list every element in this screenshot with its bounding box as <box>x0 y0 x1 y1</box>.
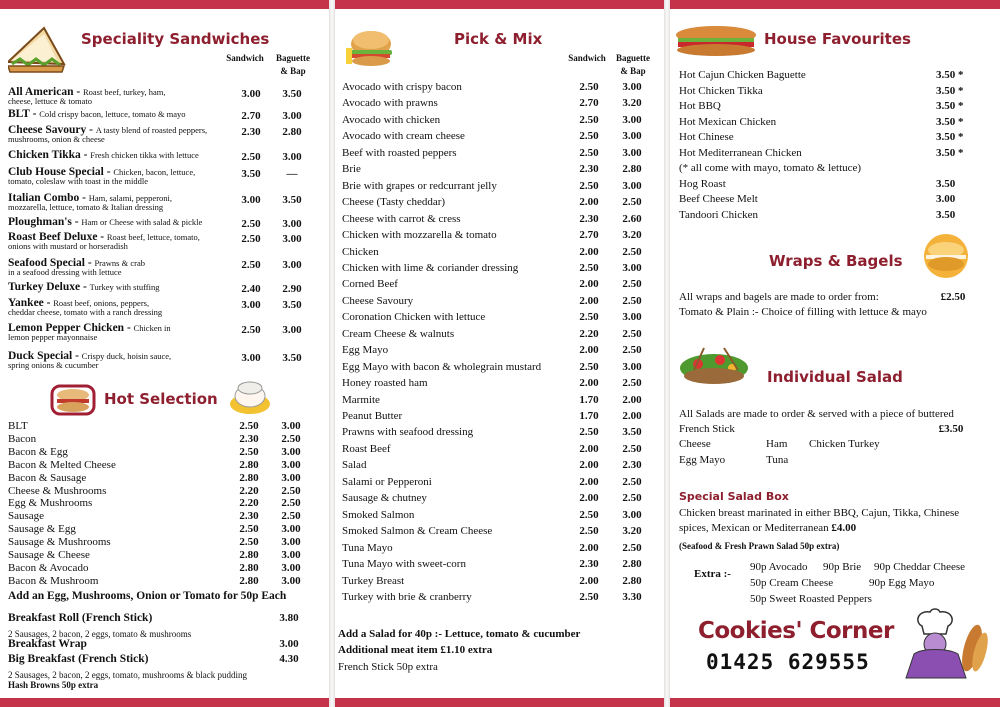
pick-item-name: Roast Beef <box>342 442 391 455</box>
pick-item-baguette-price: 3.00 <box>622 508 642 521</box>
speciality-item-name: Duck Special - <box>8 350 79 362</box>
hot-item-name: Sausage & Egg <box>8 523 76 536</box>
speciality-item-label <box>8 299 162 316</box>
pick-item-sandwich-price: 2.50 <box>579 146 599 159</box>
pick-item-name: Chicken <box>342 245 379 258</box>
pick-item-sandwich-price: 2.00 <box>579 459 599 472</box>
pick-item-sandwich-price: 2.00 <box>579 278 599 291</box>
hot-item-baguette-price: 3.00 <box>281 536 301 549</box>
speciality-item-baguette-price: 3.50 <box>282 194 302 206</box>
pick-item-baguette-price: 2.80 <box>622 574 642 587</box>
speciality-item-label <box>8 283 159 292</box>
pick-item-baguette-price: 2.00 <box>622 393 642 406</box>
hot-item-name: Bacon & Egg <box>8 445 68 458</box>
speciality-item-sandwich-price: 2.70 <box>241 110 261 122</box>
speciality-col-bap-label: & Bap <box>280 66 306 76</box>
pick-item-baguette-price: 2.00 <box>622 410 642 422</box>
pick-item-sandwich-price: 2.50 <box>579 81 599 93</box>
hot-item-baguette-price: 2.50 <box>281 484 301 497</box>
speciality-item-desc: Crispy duck, hoisin sauce, <box>81 351 172 361</box>
pick-item-sandwich-price: 1.70 <box>579 393 599 406</box>
pick-item-baguette-price: 2.50 <box>622 196 642 209</box>
speciality-item-baguette-price: 3.00 <box>282 218 302 230</box>
speciality-item-baguette-price: 3.00 <box>282 110 302 122</box>
pick-item-baguette-price: 3.30 <box>622 590 642 603</box>
pick-item-baguette-price: 2.80 <box>622 558 642 571</box>
pick-item-name: Chicken with lime & coriander dressing <box>342 261 519 274</box>
big-breakfast-price: 4.30 <box>279 653 299 665</box>
pick-item-sandwich-price: 2.30 <box>579 163 599 176</box>
pick-col-bap-label: & Bap <box>620 66 646 76</box>
speciality-item-desc: Ham or Cheese with salad & pickle <box>81 217 203 227</box>
speciality-item-baguette-price: 3.00 <box>282 151 302 163</box>
pick-item-baguette-price: 3.00 <box>622 146 642 159</box>
brand-name: Cookies' Corner <box>698 618 894 644</box>
speciality-item-sandwich-price: 3.00 <box>241 88 261 100</box>
hot-item-name: BLT <box>8 420 28 432</box>
pick-item-name: Sausage & chutney <box>342 492 427 505</box>
speciality-item-desc: Turkey with stuffing <box>89 282 160 292</box>
hot-item-sandwich-price: 2.80 <box>239 561 259 574</box>
pick-item-name: Brie <box>342 163 361 176</box>
house-item-price: 3.50 <box>936 208 956 221</box>
hot-item-baguette-price: 2.50 <box>281 510 301 523</box>
column-right <box>674 10 994 697</box>
pick-item-name: Chicken with mozzarella & tomato <box>342 229 497 242</box>
brand-phone: 01425 629555 <box>706 650 870 674</box>
wraps-title: Wraps & Bagels <box>769 252 903 270</box>
pick-item-name: Smoked Salmon & Cream Cheese <box>342 525 493 538</box>
pick-item-name: Tuna Mayo <box>342 541 393 554</box>
hot-item-name: Bacon & Sausage <box>8 471 87 484</box>
pick-item-sandwich-price: 2.20 <box>579 327 599 340</box>
speciality-item-baguette-price: 3.50 <box>282 352 302 364</box>
hot-title: Hot Selection <box>104 390 218 408</box>
pick-french-note: French Stick 50p extra <box>338 661 438 673</box>
speciality-item-desc: Roast beef, turkey, ham, <box>82 87 166 97</box>
wraps-price: £2.50 <box>940 291 966 303</box>
house-item-price: 3.50 * <box>936 100 964 112</box>
speciality-item-label <box>8 110 186 119</box>
speciality-item-baguette-price: 3.50 <box>282 299 302 311</box>
speciality-item-desc: Prawns & crab <box>94 258 145 268</box>
speciality-item-name: Chicken Tikka - <box>8 149 88 161</box>
hot-item-baguette-price: 3.00 <box>281 523 301 536</box>
pick-item-name: Egg Mayo with bacon & wholegrain mustard <box>342 360 542 373</box>
hot-item-name: Bacon & Avocado <box>8 561 89 574</box>
big-breakfast-desc: 2 Sausages, 2 bacon, 2 eggs, tomato, mushrooms & black pudding <box>8 670 247 680</box>
pick-item-name: Brie with grapes or redcurrant jelly <box>342 179 497 192</box>
speciality-item-name: Club House Special - <box>8 166 111 178</box>
hot-item-sandwich-price: 2.30 <box>239 510 259 523</box>
hot-item-sandwich-price: 2.80 <box>239 574 259 587</box>
speciality-item-name: Roast Beef Deluxe - <box>8 231 105 243</box>
speciality-item-sandwich-price: 2.30 <box>241 126 261 138</box>
pick-item-name: Egg Mayo <box>342 344 389 357</box>
hot-item-name: Cheese & Mushrooms <box>8 484 107 497</box>
speciality-item-sandwich-price: 3.00 <box>241 194 261 206</box>
baguette-icon <box>674 24 758 58</box>
extra-label: Extra :- <box>694 568 731 580</box>
pick-item-name: Cheese Savoury <box>342 294 414 307</box>
pick-item-name: Corned Beef <box>342 278 398 291</box>
pick-item-sandwich-price: 2.00 <box>579 574 599 587</box>
speciality-title: Speciality Sandwiches <box>81 30 270 48</box>
pick-item-baguette-price: 3.00 <box>622 113 642 126</box>
burger-icon <box>344 26 394 70</box>
speciality-item-desc2: in a seafood dressing with lettuce <box>8 267 122 277</box>
pick-item-baguette-price: 2.50 <box>622 442 642 455</box>
pick-item-sandwich-price: 2.00 <box>579 377 599 390</box>
pick-item-sandwich-price: 2.30 <box>579 212 599 225</box>
pick-col-baguette-label: Baguette <box>616 53 650 63</box>
pick-item-name: Coronation Chicken with lettuce <box>342 311 486 324</box>
fold-line-left <box>329 0 335 707</box>
hot-item-baguette-price: 3.00 <box>281 549 301 561</box>
speciality-item-desc: A tasty blend of roasted peppers, <box>95 125 208 135</box>
house-title: House Favourites <box>764 30 911 48</box>
pick-item-sandwich-price: 2.00 <box>579 492 599 505</box>
speciality-item-baguette-price: 3.00 <box>282 324 302 336</box>
pick-item-sandwich-price: 2.50 <box>579 130 599 143</box>
salad-filling-chicken-turkey: Chicken Turkey <box>809 438 880 450</box>
speciality-item-baguette-price: 3.50 <box>282 88 302 100</box>
breakfast-wrap-name: Breakfast Wrap <box>8 638 87 650</box>
pick-item-sandwich-price: 2.70 <box>579 229 599 242</box>
pick-item-name: Avocado with prawns <box>342 97 438 110</box>
salad-box-note: (Seafood & Fresh Prawn Salad 50p extra) <box>679 541 840 551</box>
pick-item-name: Turkey Breast <box>342 574 405 587</box>
speciality-item-baguette-price: — <box>286 168 298 180</box>
hot-item-name: Bacon & Melted Cheese <box>8 458 116 471</box>
speciality-col-baguette-label: Baguette <box>276 53 310 63</box>
speciality-item-label <box>8 126 207 143</box>
pick-item-baguette-price: 2.50 <box>622 377 642 390</box>
house-item-name: Hog Roast <box>679 177 726 190</box>
hot-item-name: Bacon & Mushroom <box>8 574 99 587</box>
pick-item-baguette-price: 2.50 <box>622 541 642 554</box>
pick-item-sandwich-price: 2.50 <box>579 590 599 603</box>
salad-box-line2: spices, Mexican or Mediterranean <box>679 522 829 534</box>
speciality-item-baguette-price: 3.00 <box>282 259 302 271</box>
speciality-item-sandwich-price: 2.50 <box>241 324 261 336</box>
hot-item-name: Sausage & Cheese <box>8 549 90 561</box>
speciality-item-desc2: spring onions & cucumber <box>8 360 99 370</box>
speciality-item-label <box>8 324 171 341</box>
hot-dish-icon <box>228 374 272 416</box>
speciality-item-label <box>8 151 199 160</box>
hot-item-name: Sausage & Mushrooms <box>8 536 111 549</box>
speciality-item-sandwich-price: 2.50 <box>241 259 261 271</box>
house-item-name: Hot BBQ <box>679 100 721 112</box>
pick-item-sandwich-price: 2.00 <box>579 541 599 554</box>
salad-box-line1: Chicken breast marinated in either BBQ, Cajun, Tikka, Chinese <box>679 507 960 519</box>
pick-salad-note: Add a Salad for 40p :- Lettuce, tomato & cucumber <box>338 628 581 640</box>
speciality-item-baguette-price: 2.90 <box>282 283 302 295</box>
speciality-item-desc2: mushrooms, onion & cheese <box>8 134 105 144</box>
speciality-item-name: Yankee - <box>8 297 51 309</box>
pick-item-sandwich-price: 2.30 <box>579 558 599 571</box>
extra-brie: 90p Brie <box>823 561 862 573</box>
pick-item-name: Prawns with seafood dressing <box>342 426 474 439</box>
hot-item-name: Bacon <box>8 432 37 445</box>
hot-item-baguette-price: 3.00 <box>281 561 301 574</box>
pick-item-baguette-price: 2.50 <box>622 344 642 357</box>
hot-add-note-text: Add an Egg, Mushrooms, Onion or Tomato for 50p Each <box>8 590 287 602</box>
breakfast-wrap-price: 3.00 <box>279 638 299 650</box>
breakfast-roll-desc: 2 Sausages, 2 bacon, 2 eggs, tomato & mushrooms <box>8 629 192 639</box>
speciality-item-sandwich-price: 2.50 <box>241 233 261 245</box>
salad-bowl-icon <box>676 346 752 388</box>
pick-item-name: Smoked Salmon <box>342 508 415 521</box>
salad-filling-ham: Ham <box>766 438 788 450</box>
speciality-item-label <box>8 218 202 227</box>
pick-item-baguette-price: 3.00 <box>622 261 642 274</box>
house-item-name: Beef Cheese Melt <box>679 193 758 205</box>
salad-line2: French Stick <box>679 423 735 435</box>
house-item-name: Hot Mexican Chicken <box>679 115 777 128</box>
pick-item-baguette-price: 3.00 <box>622 360 642 373</box>
pick-item-baguette-price: 2.80 <box>622 163 642 176</box>
fold-line-right <box>664 0 670 707</box>
pick-item-name: Avocado with crispy bacon <box>342 81 462 93</box>
speciality-item-label <box>8 194 172 211</box>
speciality-item-label <box>8 168 195 185</box>
salad-filling-egg-mayo: Egg Mayo <box>679 454 726 466</box>
extra-cream-cheese: 50p Cream Cheese <box>750 577 834 589</box>
pick-item-sandwich-price: 2.50 <box>579 360 599 373</box>
pick-item-name: Peanut Butter <box>342 410 403 422</box>
pick-item-sandwich-price: 2.00 <box>579 294 599 307</box>
pick-item-sandwich-price: 2.00 <box>579 475 599 488</box>
pick-item-name: Beef with roasted peppers <box>342 146 457 159</box>
salad-line1: All Salads are made to order & served with a piece of buttered <box>679 408 954 420</box>
pick-item-baguette-price: 3.00 <box>622 81 642 93</box>
bagel-icon <box>922 232 970 280</box>
pick-title: Pick & Mix <box>454 30 543 48</box>
speciality-item-sandwich-price: 3.50 <box>241 168 261 180</box>
speciality-item-desc2: onions with mustard or horseradish <box>8 241 128 251</box>
pick-item-sandwich-price: 2.50 <box>579 113 599 126</box>
pick-item-baguette-price: 3.20 <box>622 525 642 538</box>
pick-item-name: Avocado with chicken <box>342 113 441 126</box>
hot-item-sandwich-price: 2.30 <box>239 432 259 445</box>
speciality-item-desc: Roast beef, onions, peppers, <box>53 298 150 308</box>
speciality-item-sandwich-price: 3.00 <box>241 299 261 311</box>
pick-item-sandwich-price: 2.50 <box>579 261 599 274</box>
house-item-name: Tandoori Chicken <box>679 208 758 221</box>
column-middle <box>338 10 658 697</box>
pick-item-baguette-price: 2.50 <box>622 278 642 291</box>
extra-egg-mayo: 90p Egg Mayo <box>869 577 935 589</box>
speciality-item-sandwich-price: 2.50 <box>241 218 261 230</box>
speciality-item-name: Lemon Pepper Chicken - <box>8 322 131 334</box>
speciality-item-name: Ploughman's - <box>8 216 79 228</box>
pick-item-name: Avocado with cream cheese <box>342 130 465 143</box>
speciality-col-baguette <box>270 52 316 78</box>
extra-avocado: 90p Avocado <box>750 561 808 573</box>
pick-item-baguette-price: 3.50 <box>622 426 642 439</box>
pick-item-baguette-price: 2.50 <box>622 294 642 307</box>
hot-item-sandwich-price: 2.80 <box>239 458 259 471</box>
pick-item-name: Cream Cheese & walnuts <box>342 327 455 340</box>
hot-sandwich-icon <box>50 382 96 418</box>
speciality-item-desc: Ham, salami, pepperoni, <box>88 193 173 203</box>
house-item-name: Hot Mediterranean Chicken <box>679 146 802 159</box>
pick-item-sandwich-price: 2.70 <box>579 97 599 110</box>
wraps-line1: All wraps and bagels are made to order from: <box>679 291 879 303</box>
hot-item-sandwich-price: 2.20 <box>239 484 259 497</box>
column-left <box>8 10 326 697</box>
pick-item-baguette-price: 2.60 <box>622 212 642 225</box>
speciality-item-name: Cheese Savoury - <box>8 124 93 136</box>
hash-browns-text: Hash Browns 50p extra <box>8 680 99 690</box>
hot-item-baguette-price: 2.50 <box>281 432 301 445</box>
breakfast-roll-price: 3.80 <box>279 612 299 624</box>
speciality-item-desc2: cheddar cheese, tomato with a ranch dressing <box>8 307 163 317</box>
pick-item-baguette-price: 3.00 <box>622 179 642 192</box>
hot-item-baguette-price: 2.50 <box>281 497 301 510</box>
speciality-item-label <box>8 352 171 369</box>
pick-item-name: Tuna Mayo with sweet-corn <box>342 558 466 571</box>
speciality-item-sandwich-price: 3.00 <box>241 352 261 364</box>
house-item-price: 3.50 * <box>936 84 964 97</box>
pick-meat-note: Additional meat item £1.10 extra <box>338 644 493 656</box>
pick-item-sandwich-price: 2.50 <box>579 525 599 538</box>
salad-filling-tuna: Tuna <box>766 454 789 466</box>
speciality-item-name: Italian Combo - <box>8 192 86 204</box>
speciality-item-name: BLT - <box>8 108 37 120</box>
house-item-price: 3.50 * <box>936 146 964 159</box>
house-item-price: 3.50 * <box>936 69 964 81</box>
pick-item-sandwich-price: 2.50 <box>579 508 599 521</box>
pick-item-sandwich-price: 2.50 <box>579 179 599 192</box>
chef-logo-icon <box>900 608 988 680</box>
hot-item-sandwich-price: 2.80 <box>239 471 259 484</box>
pick-col-baguette <box>610 52 656 78</box>
speciality-item-desc: Chicken, bacon, lettuce, <box>113 167 196 177</box>
salad-box-price: £4.00 <box>831 522 857 534</box>
house-item-price: 3.50 * <box>936 115 964 128</box>
pick-item-baguette-price: 2.50 <box>622 475 642 488</box>
sandwich-icon <box>8 24 68 74</box>
house-item-price: 3.50 <box>936 177 956 190</box>
hot-item-baguette-price: 3.00 <box>281 445 301 458</box>
speciality-item-desc: Fresh chicken tikka with lettuce <box>90 150 199 160</box>
speciality-item-baguette-price: 3.00 <box>282 233 302 245</box>
speciality-item-desc2: mozzarella, lettuce, tomato & Italian dressing <box>8 202 164 212</box>
pick-item-name: Honey roasted ham <box>342 377 428 390</box>
speciality-item-desc: Chicken in <box>133 323 171 333</box>
salad-price: £3.50 <box>938 423 964 435</box>
speciality-col-sandwich: Sandwich <box>226 53 264 63</box>
pick-item-baguette-price: 3.00 <box>622 130 642 143</box>
house-item-price: 3.00 <box>936 193 956 205</box>
speciality-item-name: Seafood Special - <box>8 257 92 269</box>
pick-item-name: Marmite <box>342 393 380 406</box>
speciality-item-label <box>8 233 200 250</box>
pick-item-name: Salad <box>342 459 367 472</box>
pick-item-baguette-price: 3.20 <box>622 229 642 242</box>
speciality-item-label <box>8 259 145 276</box>
hot-item-sandwich-price: 2.80 <box>239 549 259 561</box>
speciality-item-desc2: cheese, lettuce & tomato <box>8 96 93 106</box>
hot-item-baguette-price: 3.00 <box>281 471 301 484</box>
top-band <box>0 0 1000 9</box>
big-breakfast-name: Big Breakfast (French Stick) <box>8 653 149 665</box>
speciality-item-sandwich-price: 2.40 <box>241 283 261 295</box>
salad-filling-cheese: Cheese <box>679 438 711 450</box>
speciality-item-sandwich-price: 2.50 <box>241 151 261 163</box>
breakfast-roll-name: Breakfast Roll (French Stick) <box>8 612 153 624</box>
bottom-band <box>0 698 1000 707</box>
hot-item-sandwich-price: 2.50 <box>239 536 259 549</box>
pick-item-sandwich-price: 2.00 <box>579 196 599 209</box>
pick-item-sandwich-price: 2.00 <box>579 344 599 357</box>
hot-item-sandwich-price: 2.50 <box>239 420 259 432</box>
salad-box-title: Special Salad Box <box>679 490 789 503</box>
hot-item-name: Egg & Mushrooms <box>8 497 93 510</box>
pick-item-baguette-price: 2.50 <box>622 327 642 340</box>
hot-item-sandwich-price: 2.50 <box>239 523 259 536</box>
hot-item-sandwich-price: 2.20 <box>239 497 259 510</box>
speciality-item-label <box>8 88 165 105</box>
hot-item-sandwich-price: 2.50 <box>239 445 259 458</box>
house-item-name: Hot Cajun Chicken Baguette <box>679 69 806 81</box>
wraps-line2: Tomato & Plain :- Choice of filling with lettuce & mayo <box>679 306 927 318</box>
speciality-item-desc2: lemon pepper mayonnaise <box>8 332 98 342</box>
pick-item-sandwich-price: 2.00 <box>579 245 599 258</box>
pick-item-sandwich-price: 2.50 <box>579 426 599 439</box>
speciality-item-name: Turkey Deluxe - <box>8 281 87 293</box>
pick-item-name: Salami or Pepperoni <box>342 475 432 488</box>
pick-item-name: Turkey with brie & cranberry <box>342 590 472 603</box>
house-item-name: Hot Chinese <box>679 131 734 143</box>
pick-item-name: Cheese (Tasty cheddar) <box>342 196 446 209</box>
hot-item-baguette-price: 3.00 <box>281 574 301 587</box>
house-item-name: (* all come with mayo, tomato & lettuce) <box>679 162 862 174</box>
pick-item-baguette-price: 3.00 <box>622 311 642 324</box>
speciality-item-desc2: tomato, coleslaw with toast in the middle <box>8 176 148 186</box>
pick-col-sandwich: Sandwich <box>568 53 606 63</box>
extra-cheddar: 90p Cheddar Cheese <box>874 561 966 573</box>
speciality-item-desc: Roast beef, lettuce, tomato, <box>106 232 200 242</box>
pick-item-baguette-price: 2.50 <box>622 245 642 258</box>
hot-item-baguette-price: 3.00 <box>281 420 301 432</box>
speciality-item-desc: Cold crispy bacon, lettuce, tomato & mayo <box>39 109 186 119</box>
pick-item-sandwich-price: 2.00 <box>579 442 599 455</box>
speciality-item-baguette-price: 2.80 <box>282 126 302 138</box>
extra-roasted-peppers: 50p Sweet Roasted Peppers <box>750 593 872 605</box>
pick-item-sandwich-price: 1.70 <box>579 410 599 422</box>
pick-item-baguette-price: 3.20 <box>622 97 642 110</box>
speciality-item-name: All American - <box>8 86 81 98</box>
hot-item-baguette-price: 3.00 <box>281 458 301 471</box>
pick-item-name: Cheese with carrot & cress <box>342 212 461 225</box>
house-item-name: Hot Chicken Tikka <box>679 84 763 97</box>
salad-title: Individual Salad <box>767 368 903 386</box>
pick-item-baguette-price: 2.50 <box>622 492 642 505</box>
pick-item-sandwich-price: 2.50 <box>579 311 599 324</box>
pick-item-baguette-price: 2.30 <box>622 459 642 472</box>
hot-item-name: Sausage <box>8 510 45 523</box>
house-item-price: 3.50 * <box>936 131 964 143</box>
